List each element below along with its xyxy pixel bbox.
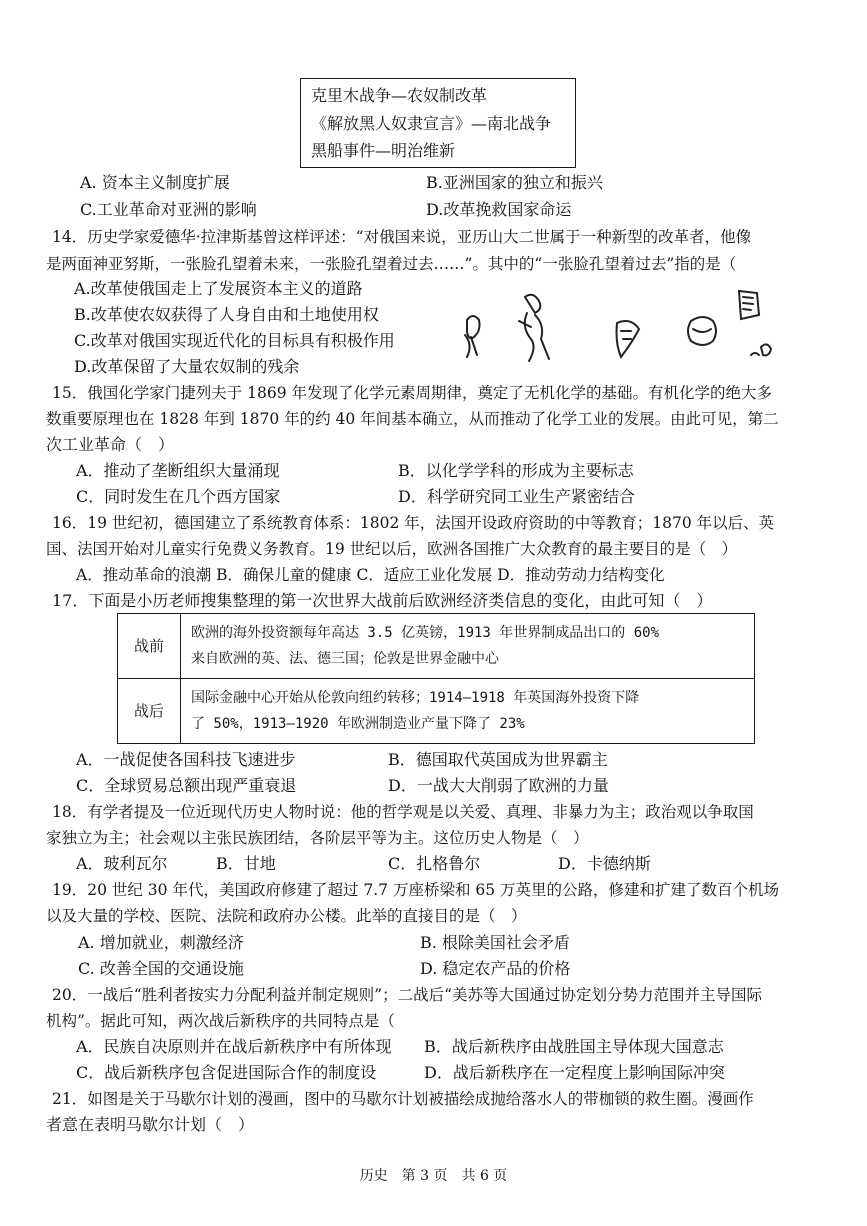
q19-option-c: C. 改善全国的交通设施 — [78, 959, 244, 978]
q14-option-d: D.改革保留了大量农奴制的残余 — [74, 357, 300, 376]
q15-option-a: A．推动了垄断组织大量涌现 — [76, 461, 280, 480]
q17-option-a: A．一战促使各国科技飞速进步 — [76, 750, 296, 769]
q14-stem-line2: 是两面神亚努斯，一张脸孔望着未来，一张脸孔望着过去……”。其中的“一张脸孔望着过去”指的是（ — [46, 255, 737, 273]
q16-options: A．推动革命的浪潮 B．确保儿童的健康 C．适应工业化发展 D．推动劳动力结构变化 — [76, 566, 665, 584]
box-line-3: 黑船事件—明治维新 — [311, 141, 456, 160]
q21-stem-line1: 21．如图是关于马歇尔计划的漫画，图中的马歇尔计划被描绘成抛给落水人的带枷锁的救生圈。漫画作 — [52, 1090, 754, 1108]
q14-stem-line1: 14．历史学家爱德华·拉津斯基曾这样评述：“对俄国来说，亚历山大二世属于一种新型的改革者，他像 — [52, 228, 752, 246]
q21-stem-line2: 者意在表明马歇尔计划（ ） — [46, 1115, 255, 1134]
q20-stem-line2: 机构”。据此可知，两次战后新秩序的共同特点是（ — [46, 1012, 395, 1030]
q15-option-c: C．同时发生在几个西方国家 — [76, 487, 281, 506]
box-line-2: 《解放黑人奴隶宣言》—南北战争 — [311, 114, 552, 133]
sketch-illustration — [455, 285, 775, 375]
q14-option-c: C.改革对俄国实现近代化的目标具有积极作用 — [74, 331, 395, 350]
prewar-cell — [181, 614, 755, 679]
q19-option-b: B. 根除美国社会矛盾 — [420, 933, 570, 952]
q13-option-d: D.改革挽救国家命运 — [426, 200, 572, 219]
q20-option-b: B．战后新秩序由战胜国主导体现大国意志 — [424, 1037, 724, 1056]
page-footer: 历史 第 3 页 共 6 页 — [359, 1168, 508, 1184]
q17-table-row-prewar — [118, 614, 755, 679]
q18-stem-line2: 家独立为主；社会观以主张民族团结，各阶层平等为主。这位历史人物是（ ） — [46, 829, 589, 847]
q13-option-c: C.工业革命对亚洲的影响 — [80, 200, 257, 219]
q16-stem-line2: 国、法国开始对儿童实行免费义务教育。19 世纪以后，欧洲各国推广大众教育的最主要目的是（ ） — [46, 540, 738, 558]
q17-option-c: C．全球贸易总额出现严重衰退 — [76, 776, 297, 795]
q18-option-b: B．甘地 — [216, 854, 276, 873]
q15-stem-line1: 15．俄国化学家门捷列夫于 1869 年发现了化学元素周期律，奠定了无机化学的基础。有机化学的绝大多 — [52, 384, 773, 402]
q19-option-a: A. 增加就业，刺激经济 — [78, 933, 244, 952]
reform-pairs-box — [300, 78, 576, 168]
box-line-1: 克里木战争—农奴制改革 — [311, 86, 488, 105]
postwar-cell — [181, 679, 755, 744]
q20-stem-line1: 20．一战后“胜利者按实力分配利益并制定规则”；二战后“美苏等大国通过协定划分势力范围并主导国际 — [52, 986, 762, 1004]
q14-option-b: B.改革使农奴获得了人身自由和土地使用权 — [74, 305, 379, 324]
q17-option-b: B．德国取代英国成为世界霸主 — [388, 750, 608, 769]
q18-option-a: A．玻利瓦尔 — [76, 854, 168, 873]
postwar-line2: 了 50%，1913—1920 年欧洲制造业产量下降了 23% — [191, 716, 525, 732]
q19-option-d: D. 稳定农产品的价格 — [420, 959, 571, 978]
q18-option-c: C．扎格鲁尔 — [388, 854, 481, 873]
q15-option-d: D．科学研究同工业生产紧密结合 — [398, 487, 635, 506]
q17-table-row-postwar — [118, 679, 755, 744]
q15-stem-line2: 数重要原理也在 1828 年到 1870 年的约 40 年间基本确立，从而推动了化学工业的发展。由此可见，第二 — [46, 410, 779, 428]
q17-table — [117, 613, 755, 744]
prewar-label: 战前 — [118, 614, 181, 679]
q19-stem-line2: 以及大量的学校、医院、法院和政府办公楼。此举的直接目的是（ ） — [46, 907, 527, 925]
q15-stem-line3: 次工业革命（ ） — [46, 435, 175, 454]
q18-option-d: D．卡德纳斯 — [558, 854, 651, 873]
q20-option-a: A．民族自决原则并在战后新秩序中有所体现 — [76, 1037, 392, 1056]
prewar-line1: 欧洲的海外投资额每年高达 3.5 亿英镑，1913 年世界制成品出口的 60% — [191, 625, 660, 641]
q16-stem-line1: 16．19 世纪初，德国建立了系统教育体系：1802 年，法国开设政府资助的中等教育；1870 年以后、英 — [52, 514, 775, 532]
q15-option-b: B．以化学学科的形成为主要标志 — [398, 461, 634, 480]
q20-option-d: D．战后新秩序在一定程度上影响国际冲突 — [424, 1063, 725, 1082]
q14-option-a: A.改革使俄国走上了发展资本主义的道路 — [74, 279, 363, 298]
prewar-line2: 来自欧洲的英、法、德三国；伦敦是世界金融中心 — [191, 651, 499, 667]
q13-option-b: B.亚洲国家的独立和振兴 — [426, 173, 603, 192]
q20-option-c: C．战后新秩序包含促进国际合作的制度设 — [76, 1063, 377, 1082]
q17-stem: 17．下面是小历老师搜集整理的第一次世界大战前后欧洲经济类信息的变化，由此可知（ ） — [52, 591, 713, 610]
postwar-label: 战后 — [118, 679, 181, 744]
q19-stem-line1: 19．20 世纪 30 年代，美国政府修建了超过 7.7 万座桥梁和 65 万英里的公路，修建和扩建了数百个机场 — [52, 881, 780, 899]
q18-stem-line1: 18．有学者提及一位近现代历史人物时说：他的哲学观是以关爱、真理、非暴力为主；政治观以争取国 — [52, 803, 754, 821]
q13-option-a: A. 资本主义制度扩展 — [80, 173, 230, 192]
postwar-line1: 国际金融中心开始从伦敦向纽约转移；1914—1918 年英国海外投资下降 — [191, 690, 640, 706]
q17-option-d: D．一战大大削弱了欧洲的力量 — [388, 776, 609, 795]
